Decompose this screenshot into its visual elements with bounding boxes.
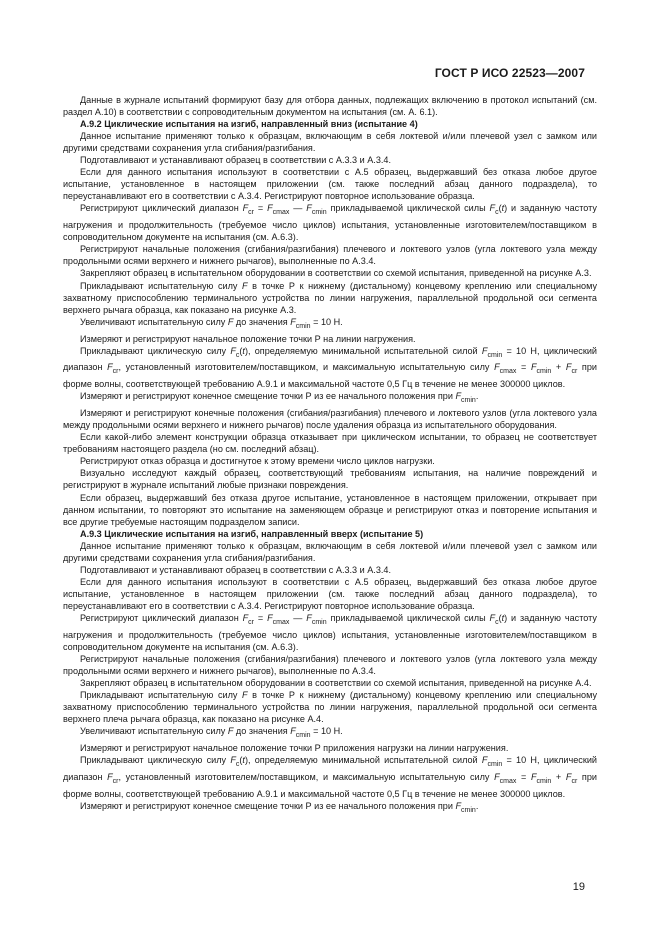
body-paragraph: Если какой-либо элемент конструкции образца отказывает при циклическом испытании, то образец не соответствует требованиям настоящего раздела (но см. последний абзац).: [63, 432, 597, 455]
body-paragraph: Если образец, выдержавший без отказа другое испытание, установленное в настоящем приложении, открывает при данном испытании, то повторяют это испытание на заменяющем образце и регистрируют отказ и повторение испытания и все другие требуемые настоящим подразделом записи.: [63, 492, 597, 527]
body-paragraph: Регистрируют отказ образца и достигнутое к этому времени число циклов нагрузки.: [80, 456, 435, 467]
body-paragraph: Прикладывают испытательную силу F в точке Р к нижнему (дистальному) концевому креплению или специальному захватному приспособлению терминального устройства по линии нагружения, параллельной продольной оси сегмента верхнего плеча рычага образца, как показано на рисунке А.4.: [63, 690, 597, 725]
body-paragraph: Прикладывают испытательную силу F в точке Р к нижнему (дистальному) концевому креплению или специальному захватному приспособлению терминального устройства по линии нагружения, параллельной продольной оси сегмента верхнего рычага образца, как показано на рисунке А.3.: [63, 280, 597, 315]
body-paragraph: Подготавливают и устанавливают образец в соответствии с А.3.3 и А.3.4.: [80, 155, 392, 166]
body-paragraph: Прикладывают циклическую силу $F_c(t)$, определяемую минимальной испытательной силой $F_{cmin} = 10$ Н, циклический диапазон $F_{cr}$, установленный изготовителем/поставщиком, и максимальную испытательную силу $F_{cmax} = F_{cmin} + F_{cr}$ при форме волны, соответствующей требованию А.9.1 и максимальной частоте 0,5 Гц в течение не менее 300000 циклов.: [63, 345, 597, 390]
body-paragraph: Увеличивают испытательную силу F до значения $F_{cmin} = 10$ Н.: [80, 726, 343, 740]
body-paragraph: Измеряют и регистрируют конечные положения (сгибания/разгибания) плечевого и локтевого узлов (угла локтевого узла между продольными осями верхнего и нижнего рычагов) после удаления образца из испытательного оборудования.: [63, 408, 597, 431]
body-paragraph: Регистрируют циклический диапазон $F_{cr} = F_{cmax}$ — $F_{cmin}$ прикладываемой циклической силы $F_c(t)$ и заданную частоту нагружения и продолжительность (требуемое число циклов) испытания, установленные изготовителем/поставщиком в сопроводительном документе на испытания (см. А.6.3).: [63, 203, 597, 243]
body-paragraph: Измеряют и регистрируют начальное положение точки Р приложения нагрузки на линии нагружения.: [80, 743, 509, 754]
section-heading: A.9.2 Циклические испытания на изгиб, направленный вниз (испытание 4): [80, 119, 418, 130]
body-paragraph: Если для данного испытания используют в соответствии с А.5 образец, выдержавший без отказа любое другое испытание, установленное в настоящем приложении (см. также последний абзац данного подраздела), то переустанавливают его в соответствии с А.3.4. Регистрируют повторное использование образца.: [63, 167, 597, 202]
body-paragraph: Регистрируют начальные положения (сгибания/разгибания) плечевого и локтевого узлов (угла локтевого узла между продольными осями верхнего и нижнего рычагов), выполненные по А.3.4.: [63, 653, 597, 676]
body-paragraph: Измеряют и регистрируют конечное смещение точки Р из ее начального положения при $F_{cmin}$.: [80, 391, 479, 405]
body-paragraph: Данное испытание применяют только к образцам, включающим в себя локтевой и/или плечевой узел с замком или другими средствами сохранения угла сгибания/разгибания.: [63, 540, 597, 563]
body-paragraph: Регистрируют начальные положения (сгибания/разгибания) плечевого и локтевого узлов (угла локтевого узла между продольными осями верхнего и нижнего рычагов), выполненные по А.3.4.: [63, 244, 597, 267]
body-paragraph: Закрепляют образец в испытательном оборудовании в соответствии со схемой испытания, приведенной на рисунке А.3.: [80, 268, 592, 279]
page-number: 19: [572, 881, 585, 893]
document-body: [63, 94, 597, 817]
body-paragraph: Регистрируют циклический диапазон $F_{cr} = F_{cmax}$ — $F_{cmin}$ прикладываемой циклической силы $F_c(t)$ и заданную частоту нагружения и продолжительность (требуемое число циклов) испытания, установленные изготовителем/поставщиком в сопроводительном документе на испытания (см. А.6.3).: [63, 612, 597, 652]
body-paragraph: Визуально исследуют каждый образец, соответствующий требованиям испытания, на наличие повреждений и регистрируют в журнале испытаний любые признаки повреждения.: [63, 468, 597, 491]
body-paragraph: Прикладывают циклическую силу $F_c(t)$, определяемую минимальной испытательной силой $F_{cmin} = 10$ Н, циклический диапазон $F_{cr}$, установленный изготовителем/поставщиком, и максимальную испытательную силу $F_{cmax} = F_{cmin} + F_{cr}$ при форме волны, соответствующей требованию А.9.1 и максимальной частоте 0,5 Гц в течение не менее 300000 циклов.: [63, 755, 597, 799]
body-paragraph: Данные в журнале испытаний формируют базу для отбора данных, подлежащих включению в протокол испытаний (см. раздел А.10) в соответствии с сопроводительным документом на испытания (см. А. 6.1).: [63, 95, 597, 118]
body-paragraph: Измеряют и регистрируют конечное смещение точки Р из ее начального положения при $F_{cmin}$.: [80, 800, 479, 814]
document-header: ГОСТ Р ИСО 22523—2007: [434, 66, 585, 80]
section-heading: A.9.3 Циклические испытания на изгиб, направленный вверх (испытание 5): [80, 528, 424, 539]
body-paragraph: Измеряют и регистрируют начальное положение точки Р на линии нагружения.: [80, 333, 416, 344]
body-paragraph: Подготавливают и устанавливают образец в соответствии с А.3.3 и А.3.4.: [80, 564, 392, 575]
body-paragraph: Увеличивают испытательную силу F до значения $F_{cmin} = 10$ Н.: [80, 316, 343, 330]
body-paragraph: Данное испытание применяют только к образцам, включающим в себя локтевой и/или плечевой узел с замком или другими средствами сохранения угла сгибания/разгибания.: [63, 131, 597, 154]
body-paragraph: Если для данного испытания используют в соответствии с А.5 образец, выдержавший без отказа любое другое испытание, установленное в настоящем приложении (см. также последний абзац данного подраздела), то переустанавливают его в соответствии с А.3.4. Регистрируют повторное использование образца.: [63, 576, 597, 611]
body-paragraph: Закрепляют образец в испытательном оборудовании в соответствии со схемой испытания, приведенной на рисунке А.4.: [80, 678, 592, 689]
